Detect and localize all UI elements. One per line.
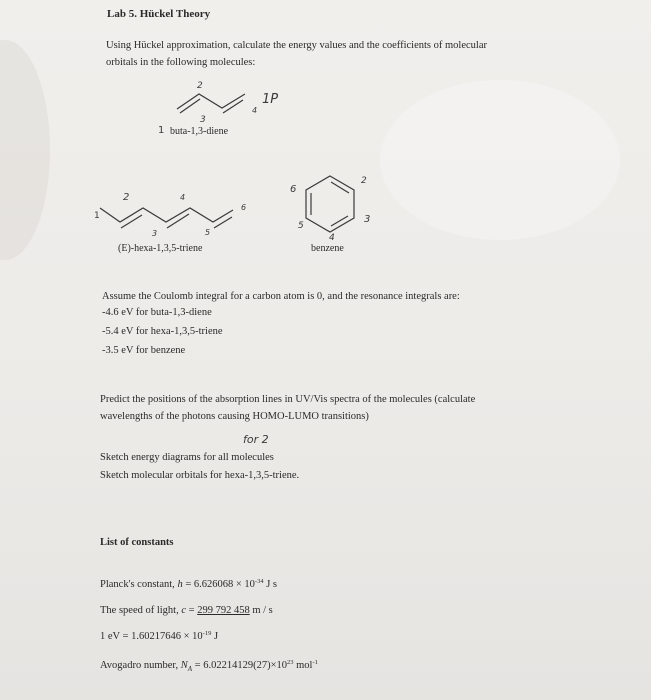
hexatriene-structure [95, 198, 245, 238]
avogadro-unit-exponent: -1 [312, 659, 318, 666]
ev-value: 1.60217646 × 10 [131, 631, 203, 642]
planck-exponent: -34 [254, 578, 264, 585]
sketch-mo-task: Sketch molecular orbitals for hexa-1,3,5-triene. [100, 470, 300, 481]
light-unit: m / s [252, 605, 273, 616]
planck-symbol: h [177, 579, 183, 590]
avogadro-label: Avogadro number, [100, 660, 179, 671]
planck-value: 6.626068 × 10 [193, 579, 255, 590]
predict-line-1: Predict the positions of the absorption lines in UV/Vis spectra of the molecules (calculate [100, 394, 476, 405]
planck-unit: J s [266, 579, 278, 590]
butadiene-number-1: 1 [158, 125, 165, 136]
intro-line-1: Using Hückel approximation, calculate the energy values and the coefficients of molecular [106, 40, 487, 51]
light-symbol: c [181, 605, 187, 616]
paper-smudge [380, 80, 620, 240]
hexatriene-number-6: 6 [241, 203, 247, 212]
benzene-label: benzene [311, 243, 344, 254]
assumption-item: -4.6 eV for buta-1,3-diene [102, 307, 212, 318]
ev-unit: J [213, 631, 219, 642]
intro-line-2: orbitals in the following molecules: [106, 57, 256, 68]
light-value: 299 792 458 [197, 605, 250, 616]
hexatriene-number-2: 2 [123, 192, 130, 203]
ev-exponent: -19 [202, 630, 212, 637]
avogadro-value: 6.02214129(27)×10 [203, 660, 288, 671]
benzene-number-3: 3 [364, 214, 371, 225]
hexatriene-number-4: 4 [180, 193, 186, 202]
sketch-energy-task: Sketch energy diagrams for all molecules [100, 452, 274, 463]
butadiene-number-2: 2 [197, 81, 203, 91]
avogadro-unit: mol [296, 660, 313, 671]
avogadro-exponent: 23 [287, 659, 294, 666]
predict-line-2: wavelengths of the photons causing HOMO-LUMO transitions) [100, 411, 369, 422]
hexatriene-number-3: 3 [152, 229, 158, 238]
avogadro-subscript: A [187, 665, 193, 674]
ev-label: 1 eV = [100, 631, 129, 642]
avogadro-symbol: N [180, 660, 188, 671]
handwritten-for-2: for 2 [243, 433, 269, 446]
benzene-number-4: 4 [329, 233, 335, 243]
hexatriene-number-1: 1 [94, 211, 100, 221]
avogadro-number: Avogadro number, $N_A = 6.02214129(27)\times 10^{23}$ mol$^{-1}$ [100, 659, 318, 674]
butadiene-number-4: 4 [252, 106, 258, 115]
butadiene-structure [175, 85, 275, 125]
hexatriene-label: (E)-hexa-1,3,5-triene [118, 243, 203, 254]
benzene-structure [300, 172, 360, 242]
speed-of-light: The speed of light, c = 299 792 458 m / s [100, 605, 273, 616]
benzene-number-5: 5 [298, 221, 304, 231]
butadiene-number-3: 3 [200, 115, 206, 125]
hexatriene-number-5: 5 [205, 228, 211, 237]
electron-volt [100, 630, 218, 643]
assumption-item: -5.4 eV for hexa-1,3,5-triene [102, 326, 223, 337]
benzene-number-6: 6 [290, 184, 297, 195]
benzene-number-2: 2 [361, 176, 367, 186]
planck-constant: Planck's constant, $h = 6.626068 \times 10^{-34}$ J s [100, 578, 278, 590]
butadiene-note: 1P [262, 92, 279, 107]
constants-heading: List of constants [100, 537, 174, 548]
assumption-intro: Assume the Coulomb integral for a carbon atom is 0, and the resonance integrals are: [102, 291, 460, 302]
planck-label: Planck's constant, [100, 579, 175, 590]
light-label: The speed of light, [100, 605, 179, 616]
butadiene-label: buta-1,3-diene [170, 126, 229, 137]
assumption-item: -3.5 eV for benzene [102, 345, 186, 356]
lab-title: Lab 5. Hückel Theory [107, 8, 211, 20]
